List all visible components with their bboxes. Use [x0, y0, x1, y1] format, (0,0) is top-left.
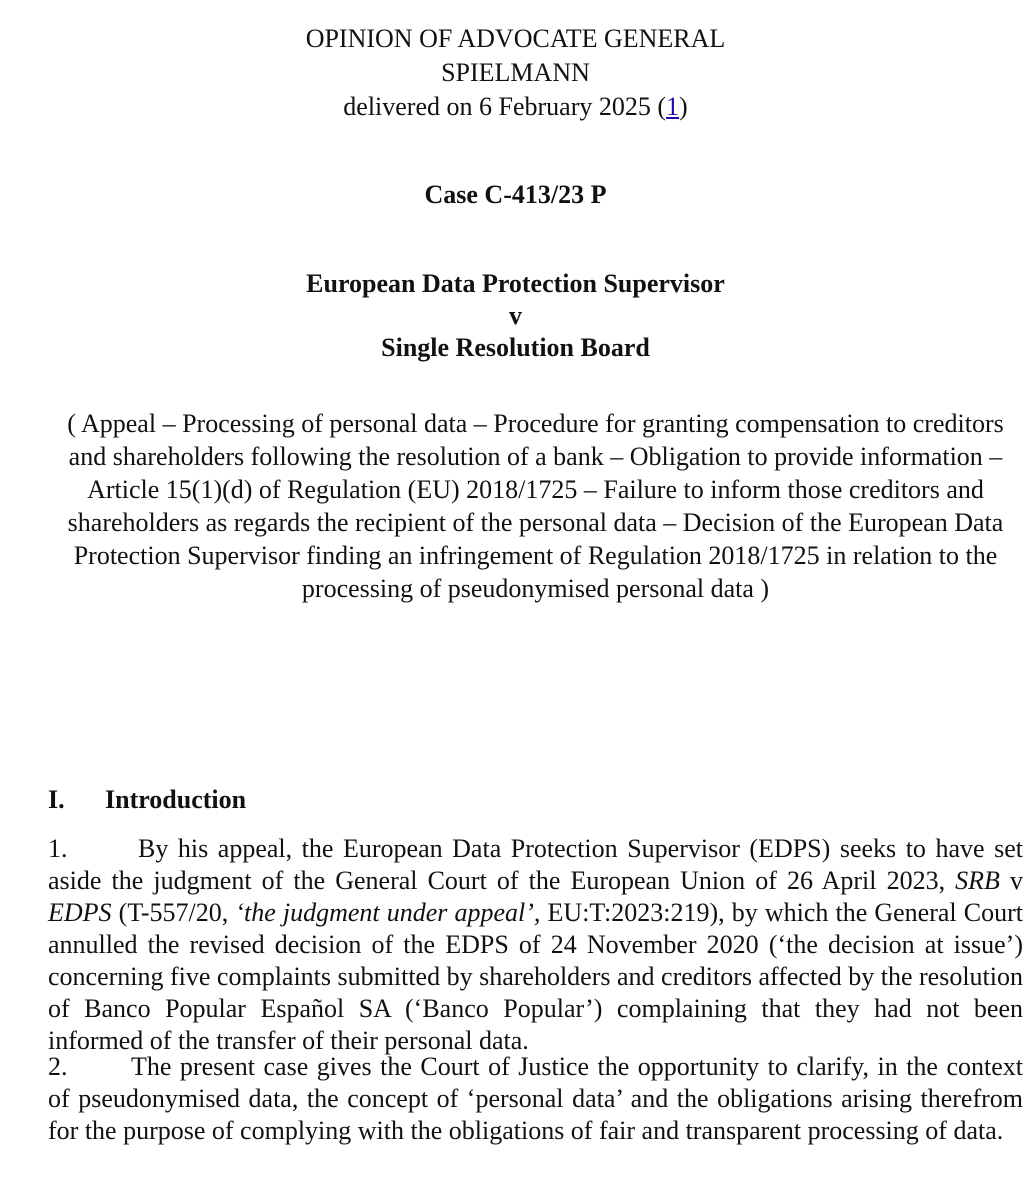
case-party-italic: EDPS — [48, 898, 112, 927]
section-heading-introduction — [48, 783, 246, 817]
paragraph-text: The present case gives the Court of Justice the opportunity to clarify, in the context of pseudonymised data, the concept of ‘personal data’ and the obligations arising therefrom for the purpose of complying with the obligations of fair and transparent processing of data. — [48, 1052, 1023, 1145]
versus-label: v — [509, 301, 522, 330]
appellant-name: European Data Protection Supervisor — [306, 269, 725, 298]
judgment-label-italic: ‘the judgment under appeal’, — [235, 898, 541, 927]
delivery-date-line — [0, 90, 1031, 124]
paragraph-number: 1. — [48, 834, 68, 863]
section-number: I. — [48, 785, 65, 814]
opinion-header — [0, 22, 1031, 124]
paragraph-1 — [48, 833, 1023, 1057]
delivery-date-close: ) — [679, 92, 688, 121]
paragraph-text: v — [999, 866, 1024, 895]
section-title: Introduction — [105, 785, 247, 814]
paragraph-text: (T-557/20, — [111, 898, 236, 927]
case-number: Case C-413/23 P — [424, 180, 607, 209]
case-keywords: ( Appeal – Processing of personal data – Procedure for granting compensation to creditors and shareholders following the resolution of a bank – Obligation to provide information – Article 15(1)(d) of Regulation (EU) 2018/1725 – Failure to inform those creditors and shareholders as regards the recipient of the personal data – Decision of the European Data Protection Supervisor finding an infringement of Regulation 2018/1725 in relation to the processing of pseudonymised personal data ) — [67, 409, 1004, 603]
paragraph-2 — [48, 1051, 1023, 1147]
footnote-1-link[interactable]: 1 — [666, 92, 680, 121]
paragraph-number: 2. — [48, 1052, 68, 1081]
respondent-name: Single Resolution Board — [381, 333, 650, 362]
paragraph-text: By his appeal, the European Data Protection Supervisor (EDPS) seeks to have set aside the judgment of the General Court of the European Union of 26 April 2023, — [48, 834, 1023, 895]
parties-block — [0, 268, 1031, 364]
case-party-italic: SRB — [955, 866, 1000, 895]
paragraph-text: EU:T:2023:219), by which the General Court annulled the revised decision of the EDPS of 24 November 2020 (‘the decision at issue’) concerning five complaints submitted by shareholders and creditors affected by the resolution of Banco Popular Español SA (‘Banco Popular’) complaining that they had not been informed of the transfer of their personal data. — [48, 898, 1023, 1055]
opinion-title-line-2: SPIELMANN — [441, 58, 590, 87]
opinion-title-line-1: OPINION OF ADVOCATE GENERAL — [305, 24, 726, 53]
delivery-date-text: delivered on 6 February 2025 ( — [343, 92, 667, 121]
